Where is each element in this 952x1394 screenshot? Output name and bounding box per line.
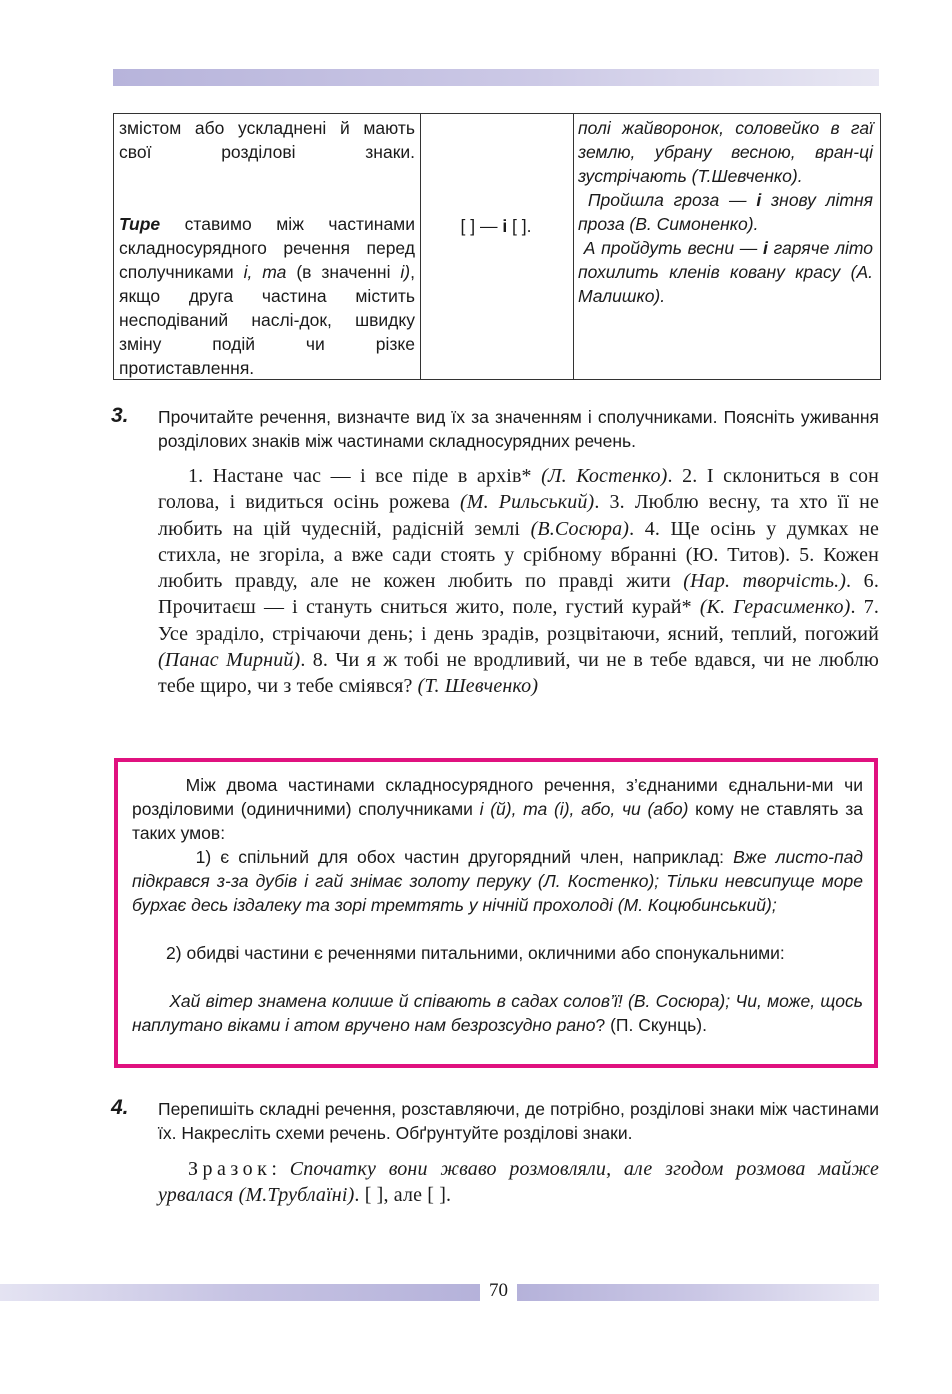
footer-decor-bar-right xyxy=(517,1284,879,1301)
rule-dash-body-2: (в значенні xyxy=(286,262,401,282)
rule-continuation: змістом або ускладнені й мають свої розділові знаки. xyxy=(119,118,415,162)
author-3: (В.Сосюра) xyxy=(530,517,630,540)
rule-box-examples-2: Хай вітер знамена колише й співають в садах солов’ї! (В. Сосюра); Чи, може, щось наплутано віками і атом вручено нам безрозсудно рано xyxy=(132,991,863,1035)
example-3-conjunction: і xyxy=(762,238,768,258)
example-3-part-a: А пройдуть весни — xyxy=(583,238,763,258)
rule-conjunction-i: і) xyxy=(400,262,411,282)
author-2: (М. Рильський) xyxy=(460,491,595,514)
example-3 xyxy=(578,236,873,308)
rule-box-condition-1: 1) є спільний для обох частин другорядний член, наприклад: xyxy=(195,847,734,867)
rule-box-examples-2-author: ? (П. Скунць). xyxy=(595,1015,707,1035)
sample-sentence: Спочатку вони жваво розмовляли, але згодом розмова майже урвалася (М.Трублаїні) xyxy=(158,1158,879,1207)
rule-box-paragraph-2 xyxy=(132,845,863,917)
rule-dash-body-1: ставимо між частинами складносурядного речення перед сполучниками xyxy=(119,214,415,282)
rule-dash-term: Тире xyxy=(119,214,161,234)
author-5: (Нар. творчість.) xyxy=(683,570,847,593)
rule-box-paragraph-4 xyxy=(132,989,863,1037)
author-6: (К. Герасименко) xyxy=(699,596,851,619)
task-4-instruction: Перепишіть складні речення, розставляючи, де потрібно, розділові знаки між частинами їх. Накресліть схеми речень. Обґрунтуйте розділові знаки. xyxy=(158,1099,879,1143)
task-4-number: 4. xyxy=(111,1096,129,1119)
task-4-sample xyxy=(158,1156,879,1209)
rule-box-examples-1: Вже листо-пад підкрався з-за дубів і гай знімає золоту перуку (Л. Костенко); Тільки невсипуще море бурхає десь іздалеку та зорі тремтять у нічній прохолоді (М. Коцюбинський); xyxy=(132,847,863,915)
task-3-sentences: 1. Настане час — і все піде в архів* (Л. Костенко). 2. І склониться в сон голова, і видиться осінь рожева (М. Рильський). 3. Люблю весну, та хто її не любить на цій чудесній, радісній землі (В.Сосюра). 4. Ще осінь у думках не стихла, не згоріла, а вже сади стоять у срібному вбранні (Ю. Титов). 5. Кожен любить правду, але не кожен любить по правді жити (Нар. творчість.). 6. Прочитаєш — і стануть сниться жито, поле, густий курай* (К. Герасименко). 7. Усе зраділо, стрічаючи день; і день зрадів, розцвітаючи, ясний, теплий, погожий (Панас Мирний). 8. Чи я ж тобі не вродливий, чи не в тебе вдався, чи не люблю тебе щиро, чи з тебе сміявся? (Т. Шевченко) xyxy=(158,465,880,698)
sample-label: Зразок xyxy=(188,1158,272,1180)
example-3-part-b: гаряче літо похилить кленів ковану красу (А. Малишко). xyxy=(578,238,873,306)
example-1 xyxy=(578,116,873,188)
rule-box-text-1c: кому не ставлять за таких умов: xyxy=(132,799,863,843)
task-3-number: 3. xyxy=(111,404,129,427)
task-3-instruction: Прочитайте речення, визначте вид їх за значенням і сполучниками. Поясніть уживання розділових знаків між частинами складносурядних речень. xyxy=(158,407,879,451)
example-2 xyxy=(578,188,873,236)
author-8: (Т. Шевченко) xyxy=(417,675,539,698)
rule-box-paragraph-3 xyxy=(132,941,863,965)
rule-box-paragraph-1 xyxy=(132,773,863,845)
sentence-scheme xyxy=(420,214,572,238)
footer-decor-bar-left xyxy=(0,1284,480,1301)
page-number: 70 xyxy=(489,1280,508,1301)
rule-continuation-text xyxy=(119,116,415,164)
example-2-part-a: Пройшла гроза — xyxy=(587,190,757,210)
example-2-part-b: знову літня проза (В. Симоненко). xyxy=(578,190,873,234)
scheme-conjunction: і xyxy=(502,216,508,236)
author-1: (Л. Костенко) xyxy=(541,465,668,487)
rule-box-condition-2: 2) обидві частини є реченнями питальними, окличними або спонукальними: xyxy=(166,943,785,963)
scheme-cell xyxy=(421,114,574,380)
rule-dash-body-3: , якщо друга частина містить несподіваний наслі-док, швидку зміну подій чи різке протиставлення. xyxy=(119,262,415,378)
rule-box-conjunctions: і (й), та (і), або, чи (або) xyxy=(479,799,689,819)
sample-colon: : xyxy=(271,1158,290,1180)
author-7: (Панас Мирний) xyxy=(158,649,301,672)
example-2-conjunction: і xyxy=(756,190,762,210)
sample-scheme: . [ ], але [ ]. xyxy=(354,1184,452,1207)
header-decor-bar xyxy=(113,69,879,86)
rule-dash-text xyxy=(119,212,415,380)
rule-conjunctions: і, та xyxy=(243,262,287,282)
scheme-part-b: [ ]. xyxy=(507,216,532,236)
example-1-text: полі жайворонок, соловейко в гаї землю, убрану весною, вран-ці зустрічають (Т.Шевченко). xyxy=(578,118,873,186)
scheme-part-a: [ ] — xyxy=(460,216,503,236)
rule-box-text-1a: Між двома частинами складносурядного речення, з’єднаними єднальни-ми чи розділовими (одиничними) сполучниками xyxy=(132,775,863,819)
